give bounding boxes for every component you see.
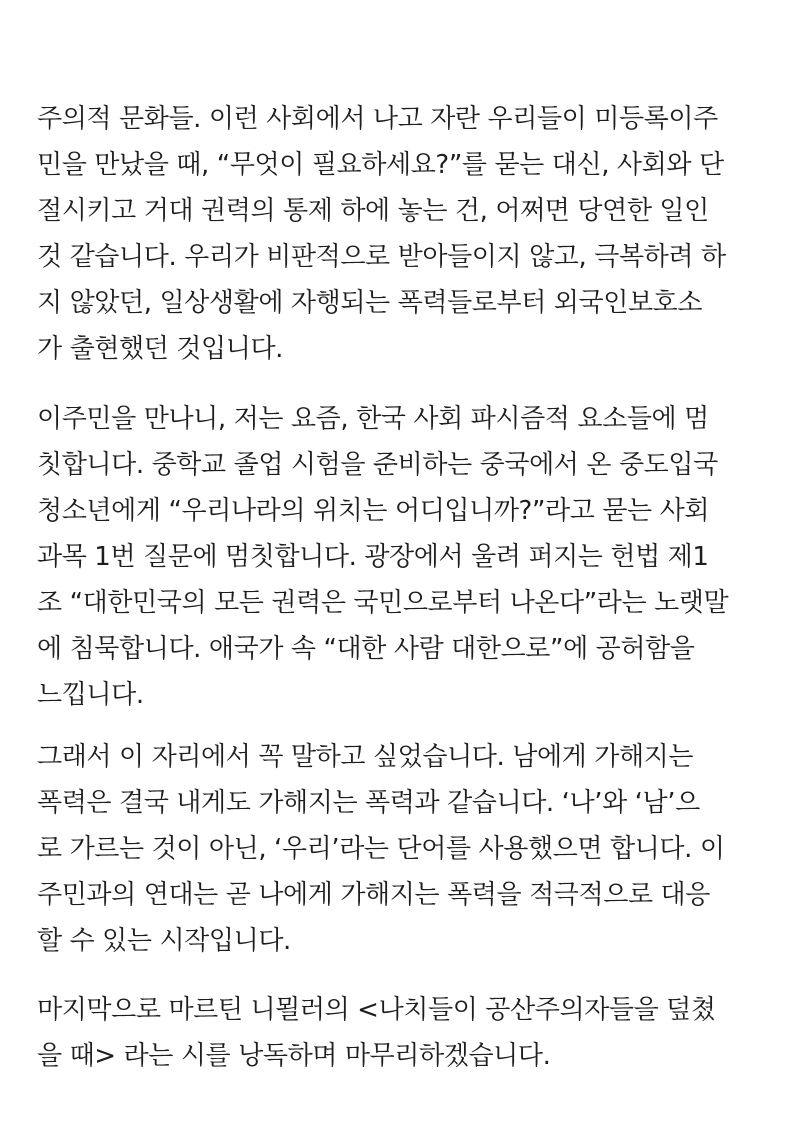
text-line: 에 침묵합니다. 애국가 속 “대한 사람 대한으로”에 공허함을	[37, 634, 695, 664]
text-line: 것 같습니다. 우리가 비판적으로 받아들이지 않고, 극복하려 하	[37, 242, 726, 272]
text-line: 절시키고 거대 권력의 통제 하에 놓는 건, 어쩌면 당연한 일인	[37, 196, 709, 226]
text-line: 민을 만났을 때, “무엇이 필요하세요?”를 묻는 대신, 사회와 단	[37, 150, 724, 180]
text-line: 이주민을 만나니, 저는 요즘, 한국 사회 파시즘적 요소들에 멈	[37, 404, 709, 434]
text-line: 가 출현했던 것입니다.	[37, 334, 284, 364]
text-line: 주민과의 연대는 곧 나에게 가해지는 폭력을 적극적으로 대응	[37, 880, 710, 910]
text-line: 조 “대한민국의 모든 권력은 국민으로부터 나온다”라는 노랫말	[37, 588, 729, 618]
text-line: 을 때> 라는 시를 낭독하며 마무리하겠습니다.	[37, 1041, 551, 1071]
text-line: 할 수 있는 시작입니다.	[37, 926, 291, 956]
paragraph-3	[37, 734, 725, 964]
text-line: 과목 1번 질문에 멈칫합니다. 광장에서 울려 퍼지는 헌법 제1	[37, 542, 709, 572]
text-line: 그래서 이 자리에서 꼭 말하고 싶었습니다. 남에게 가해지는	[37, 742, 694, 772]
text-line: 주의적 문화들. 이런 사회에서 나고 자란 우리들이 미등록이주	[37, 104, 718, 134]
text-line: 폭력은 결국 내게도 가해지는 폭력과 같습니다. ‘나’와 ‘남’으	[37, 788, 700, 818]
paragraph-4	[37, 987, 716, 1079]
text-line: 지 않았던, 일상생활에 자행되는 폭력들로부터 외국인보호소	[37, 288, 703, 318]
paragraph-1	[37, 96, 726, 372]
text-line: 로 가르는 것이 아닌, ‘우리’라는 단어를 사용했으면 합니다. 이	[37, 834, 725, 864]
text-line: 마지막으로 마르틴 니묄러의 <나치들이 공산주의자들을 덮쳤	[37, 995, 716, 1025]
paragraph-2	[37, 396, 728, 718]
text-line: 청소년에게 “우리나라의 위치는 어디입니까?”라고 묻는 사회	[37, 496, 710, 526]
text-line: 칫합니다. 중학교 졸업 시험을 준비하는 중국에서 온 중도입국	[37, 450, 718, 480]
text-line: 느낍니다.	[37, 680, 144, 710]
